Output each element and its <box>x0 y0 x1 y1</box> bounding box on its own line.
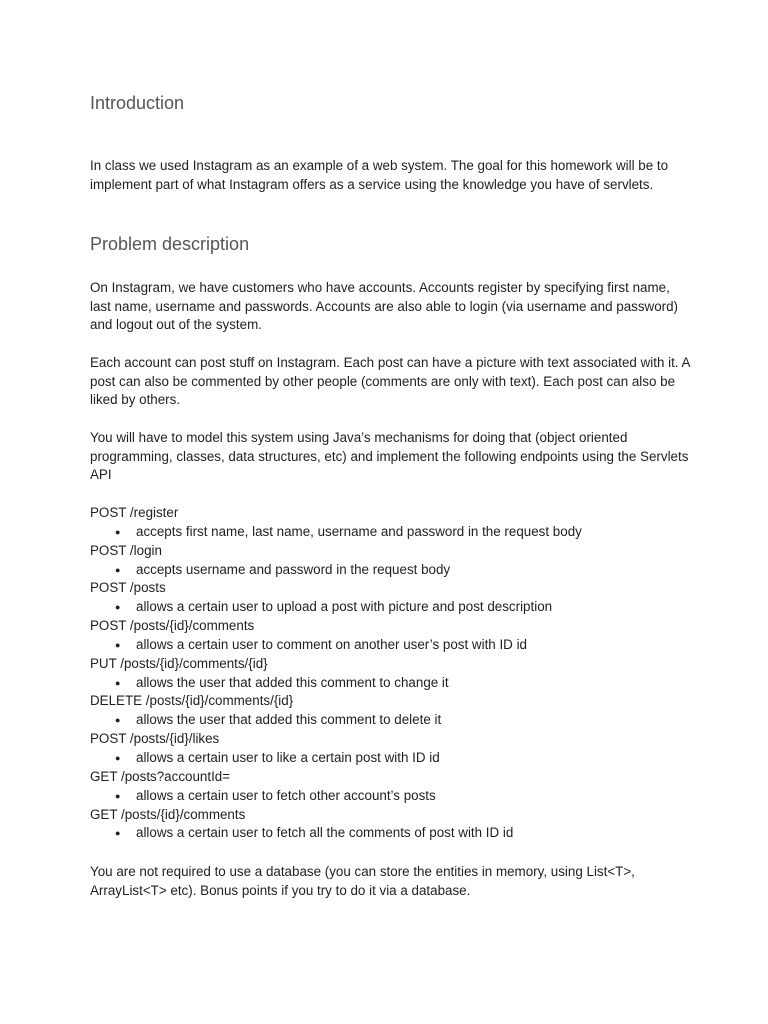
endpoint-description: ● allows a certain user to upload a post with picture and post description <box>90 598 690 617</box>
bullet-icon: ● <box>115 828 121 839</box>
endpoint-route: DELETE /posts/{id}/comments/{id} <box>90 693 294 709</box>
endpoint-item <box>90 806 690 844</box>
endpoint-route: GET /posts/{id}/comments <box>90 806 246 822</box>
introduction-paragraph: In class we used Instagram as an example of a web system. The goal for this homework will be to implement part of what Instagram offers as a service using the knowledge you have of servlets. <box>90 158 669 192</box>
closing-paragraph: You are not required to use a database (you can store the entities in memory, using List<T>, ArrayList<T> etc). Bonus points if you try to do it via a database. <box>90 864 635 898</box>
endpoint-description: ● accepts first name, last name, username and password in the request body <box>90 523 690 542</box>
endpoint-item <box>90 504 690 542</box>
endpoint-route: GET /posts?accountId= <box>90 768 231 784</box>
endpoint-route: POST /posts/{id}/comments <box>90 618 255 634</box>
bullet-icon: ● <box>115 526 121 537</box>
problem-paragraph-endpoints-intro: You will have to model this system using Java’s mechanisms for doing that (object oriented programming, classes, data structures, etc) and implement the following endpoints using the Servlets API <box>90 430 689 483</box>
endpoint-item <box>90 730 690 768</box>
bullet-icon: ● <box>115 564 121 575</box>
bullet-icon: ● <box>115 677 121 688</box>
endpoint-item <box>90 617 690 655</box>
endpoint-description: ● accepts username and password in the request body <box>90 561 690 580</box>
endpoint-item <box>90 579 690 617</box>
problem-description-heading: Problem description <box>90 234 250 254</box>
bullet-icon: ● <box>115 602 121 613</box>
bullet-icon: ● <box>115 715 121 726</box>
endpoint-item <box>90 542 690 580</box>
endpoint-description: ● allows a certain user to comment on another user’s post with ID id <box>90 636 690 655</box>
endpoint-description: ● allows the user that added this comment to change it <box>90 674 690 693</box>
endpoint-route: POST /register <box>90 505 179 520</box>
bullet-icon: ● <box>115 790 121 801</box>
bullet-icon: ● <box>115 752 121 763</box>
endpoint-description: ● allows a certain user to fetch other account’s posts <box>90 787 690 806</box>
problem-paragraph-accounts: On Instagram, we have customers who have accounts. Accounts register by specifying first name, last name, username and passwords. Accounts are also able to login (via username and password) and logout out of the system. <box>90 280 679 333</box>
bullet-icon: ● <box>115 639 121 650</box>
endpoint-description: ● allows the user that added this comment to delete it <box>90 711 690 730</box>
endpoint-item <box>90 768 690 806</box>
endpoint-route: POST /login <box>90 542 162 558</box>
endpoint-item <box>90 692 690 730</box>
problem-paragraph-posts: Each account can post stuff on Instagram. Each post can have a picture with text associated with it. A post can also be commented by other people (comments are only with text). Each post can also be liked by others. <box>90 355 690 408</box>
endpoint-list <box>90 504 690 843</box>
endpoint-description: ● allows a certain user to like a certain post with ID id <box>90 749 690 768</box>
endpoint-description: ● allows a certain user to fetch all the comments of post with ID id <box>90 824 690 843</box>
endpoint-route: POST /posts/{id}/likes <box>90 731 220 747</box>
introduction-heading: Introduction <box>90 93 185 113</box>
endpoint-item <box>90 655 690 693</box>
endpoint-route: PUT /posts/{id}/comments/{id} <box>90 655 268 671</box>
endpoint-route: POST /posts <box>90 580 166 596</box>
